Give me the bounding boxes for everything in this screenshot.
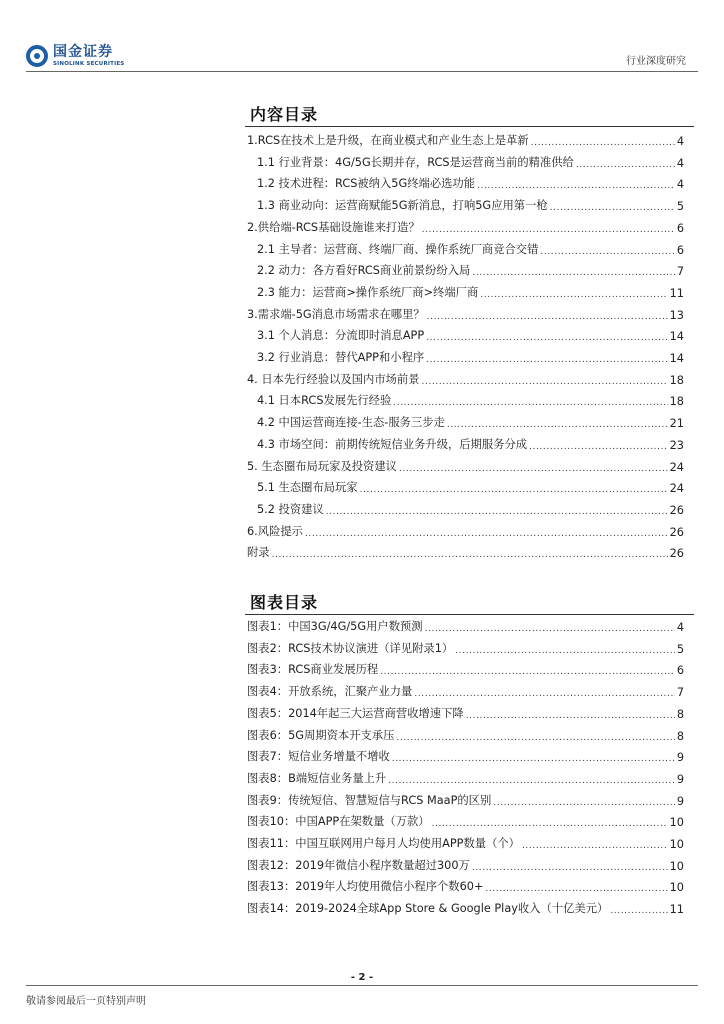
toc-entry[interactable] [257,171,684,191]
toc-title-underline [245,126,694,127]
toc-entry-title: 2.1 主导者：运营商、终端厂商、操作系统厂商竞合交错 [257,242,539,256]
toc-entry-page: 13 [669,308,684,322]
toc-entry-leader [426,351,667,365]
figure-entry[interactable] [247,788,684,808]
toc-entry-leader [305,525,668,539]
toc-entry-leader [447,416,668,430]
figure-entry-leader [432,815,668,829]
toc-entry-leader [399,460,668,474]
toc-entry-leader [393,394,667,408]
toc-entry-page: 24 [669,482,684,496]
toc-entry-page: 7 [676,265,684,279]
figure-entry-leader [522,837,668,851]
figure-entry-title: 图表10：中国APP在架数量（万款） [247,815,430,829]
figure-entry[interactable] [247,896,684,916]
logo-icon [26,45,48,67]
figure-entry-page: 10 [669,816,684,830]
toc-entry-page: 26 [669,503,684,517]
figure-entry-page: 5 [676,642,684,656]
figure-entry[interactable] [247,809,684,829]
figure-entry[interactable] [247,853,684,873]
toc-entry-leader [427,308,668,322]
figure-entry-page: 10 [669,838,684,851]
figure-entry-page: 8 [676,729,684,743]
toc-entry-page: 21 [669,417,684,431]
figure-entry-title: 图表13：2019年人均使用微信小程序个数60+ [247,880,484,894]
toc-entry-page: 14 [669,330,684,344]
toc-entry[interactable] [247,302,684,322]
toc-entry-page: 5 [676,200,684,214]
figure-entry[interactable] [247,657,684,677]
toc-title: 内容目录 [250,105,319,124]
toc-entry-title: 1.RCS在技术上是升级，在商业模式和产业生态上是革新 [247,134,529,147]
toc-entry-leader [576,156,675,170]
toc-entry-leader [422,373,668,387]
figure-entry-title: 图表4：开放系统，汇聚产业力量 [247,685,413,699]
toc-entry[interactable] [257,475,684,495]
figure-entry-leader [485,880,667,894]
toc-entry-title: 5.1 生态圈布局玩家 [257,481,358,495]
page-number: - 2 - [350,972,374,983]
figure-entry-leader [388,772,675,786]
toc-entry-page: 18 [669,373,684,387]
figure-entry-leader [610,902,667,916]
figure-entry-title: 图表7：短信业务增量不增收 [247,750,390,764]
toc-entry-title: 4.2 中国运营商连接-生态-服务三步走 [257,416,445,430]
figure-entry-page: 10 [669,859,684,873]
figure-entry-leader [493,794,675,808]
toc-entry-leader [550,199,675,213]
toc-entry-page: 23 [669,438,684,452]
toc-entry-title: 6.风险提示 [247,524,303,538]
figure-entry-page: 9 [676,751,684,765]
toc-entry-title: 4.1 日本RCS发展先行经验 [257,394,392,408]
toc-entry[interactable] [247,454,684,474]
toc-entry-page: 18 [669,395,684,409]
toc-entry-leader [529,438,668,452]
figure-entry-page: 9 [676,772,684,786]
figure-entry-page: 7 [676,686,684,700]
figure-entry-page: 6 [676,664,684,678]
toc-entry-page: 24 [669,460,684,474]
figure-entry-title: 图表9：传统短信、智慧短信与RCS MaaP的区别 [247,793,492,807]
toc-entry-title: 2.3 能力：运营商>操作系统厂商>终端厂商 [257,285,479,299]
toc-entry-title: 5. 生态圈布局玩家及投资建议 [247,459,397,473]
toc-entry-leader [426,329,667,343]
page-header [0,0,724,80]
footer-disclaimer: 敬请参阅最后一页特别声明 [26,996,146,1007]
figure-entry[interactable] [247,679,684,699]
toc-entry-title: 1.3 商业动向：运营商赋能5G新消息，打响5G应用第一枪 [257,199,548,213]
toc-entry-title: 1.1 行业背景：4G/5G长期并存，RCS是运营商当前的精准供给 [257,155,574,169]
figure-entry-leader [380,663,675,677]
toc-entry-title: 1.2 技术进程：RCS被纳入5G终端必选功能 [257,177,476,191]
toc-entry-title: 3.2 行业消息：替代APP和小程序 [257,351,425,364]
figure-entry-title: 图表6：5G周期资本开支承压 [247,728,395,742]
toc-entry-page: 26 [669,525,684,539]
toc-entry-leader [477,177,675,191]
toc-entry-page: 11 [669,286,684,300]
figure-entry-leader [414,685,674,699]
figure-entry-title: 图表3：RCS商业发展历程 [247,663,379,677]
toc-entry-leader [422,221,675,235]
toc-entry-page: 4 [676,156,684,170]
figure-entry[interactable] [247,723,684,743]
figure-entry-page: 9 [676,794,684,808]
figure-entry-page: 10 [669,881,684,895]
toc-entry[interactable] [257,150,684,170]
toc-entry[interactable] [247,519,684,539]
toc-entry[interactable] [257,193,684,213]
toc-entry[interactable] [257,410,684,430]
figure-entry-title: 图表12：2019年微信小程序数量超过300万 [247,858,470,872]
toc-entry[interactable] [247,128,684,148]
toc-entry-page: 14 [669,352,684,365]
toc-entry[interactable] [247,215,684,235]
toc-entry-page: 4 [676,178,684,192]
figures-title: 图表目录 [250,593,319,612]
toc-entry[interactable] [257,280,684,300]
toc-entry-page: 6 [676,221,684,235]
figure-entry[interactable] [247,614,684,634]
toc-entry[interactable] [257,345,684,365]
figure-entry[interactable] [247,766,684,786]
figure-entry-leader [392,750,675,764]
figure-entry-title: 图表2：RCS技术协议演进（详见附录1） [247,641,454,655]
figure-entry[interactable] [247,701,684,721]
figure-entry[interactable] [247,874,684,894]
figure-entry[interactable] [247,636,684,656]
figure-entry-title: 图表14：2019-2024全球App Store & Google Play收入（十亿美元） [247,902,609,916]
toc-entry-leader [472,264,674,278]
figure-entry-leader [472,859,668,873]
toc-entry-page: 6 [676,243,684,257]
toc-entry-leader [360,481,668,495]
toc-entry-title: 4.3 市场空间：前期传统短信业务升级，后期服务分成 [257,437,528,451]
toc-entry-title: 附录 [247,546,270,560]
footer-divider [26,985,698,986]
toc-entry[interactable] [257,432,684,452]
figure-entry[interactable] [247,744,684,764]
logo-chinese-name: 国金证券 [53,44,113,60]
toc-entry-leader [480,286,667,300]
sinolink-logo [26,40,124,72]
toc-entry-title: 2.供给端-RCS基础设施谁来打造？ [247,220,420,234]
toc-entry[interactable] [257,258,684,278]
figure-entry-title: 图表8：B端短信业务量上升 [247,771,387,785]
toc-entry-title: 3.需求端-5G消息市场需求在哪里？ [247,307,425,321]
figure-entry-page: 8 [676,707,684,721]
figure-entry-title: 图表11：中国互联网用户每月人均使用APP数量（个） [247,837,520,850]
report-type: 行业深度研究 [626,56,686,67]
figure-entry-leader [466,707,675,721]
figure-entry[interactable] [247,831,684,851]
header-divider [26,71,698,72]
logo-english-name: SINOLINK SECURITIES [53,61,125,67]
toc-entry-leader [326,503,668,517]
toc-entry-title: 5.2 投资建议 [257,502,324,516]
toc-entry[interactable] [257,497,684,517]
toc-entry[interactable] [257,323,684,343]
toc-entry[interactable] [247,367,684,387]
figure-entry-leader [455,642,675,656]
figure-entry-page: 11 [669,903,684,917]
toc-entry-leader [540,243,674,257]
toc-entry[interactable] [257,237,684,257]
toc-entry-title: 4. 日本先行经验以及国内市场前景 [247,372,420,386]
toc-entry-leader [531,134,675,148]
toc-entry-page: 4 [676,135,684,148]
toc-entry-title: 3.1 个人消息：分流即时消息APP [257,329,425,343]
toc-entry-title: 2.2 动力：各方看好RCS商业前景纷纷入局 [257,264,471,278]
figure-entry-title: 图表1：中国3G/4G/5G用户数预测 [247,620,423,633]
figure-entry-page: 4 [676,621,684,634]
toc-entry[interactable] [247,540,684,560]
figure-entry-leader [425,620,675,634]
figure-entry-title: 图表5：2014年起三大运营商营收增速下降 [247,706,464,720]
toc-entry[interactable] [257,388,684,408]
figure-entry-leader [396,729,674,743]
toc-entry-leader [272,546,668,560]
toc-entry-page: 26 [669,547,684,561]
